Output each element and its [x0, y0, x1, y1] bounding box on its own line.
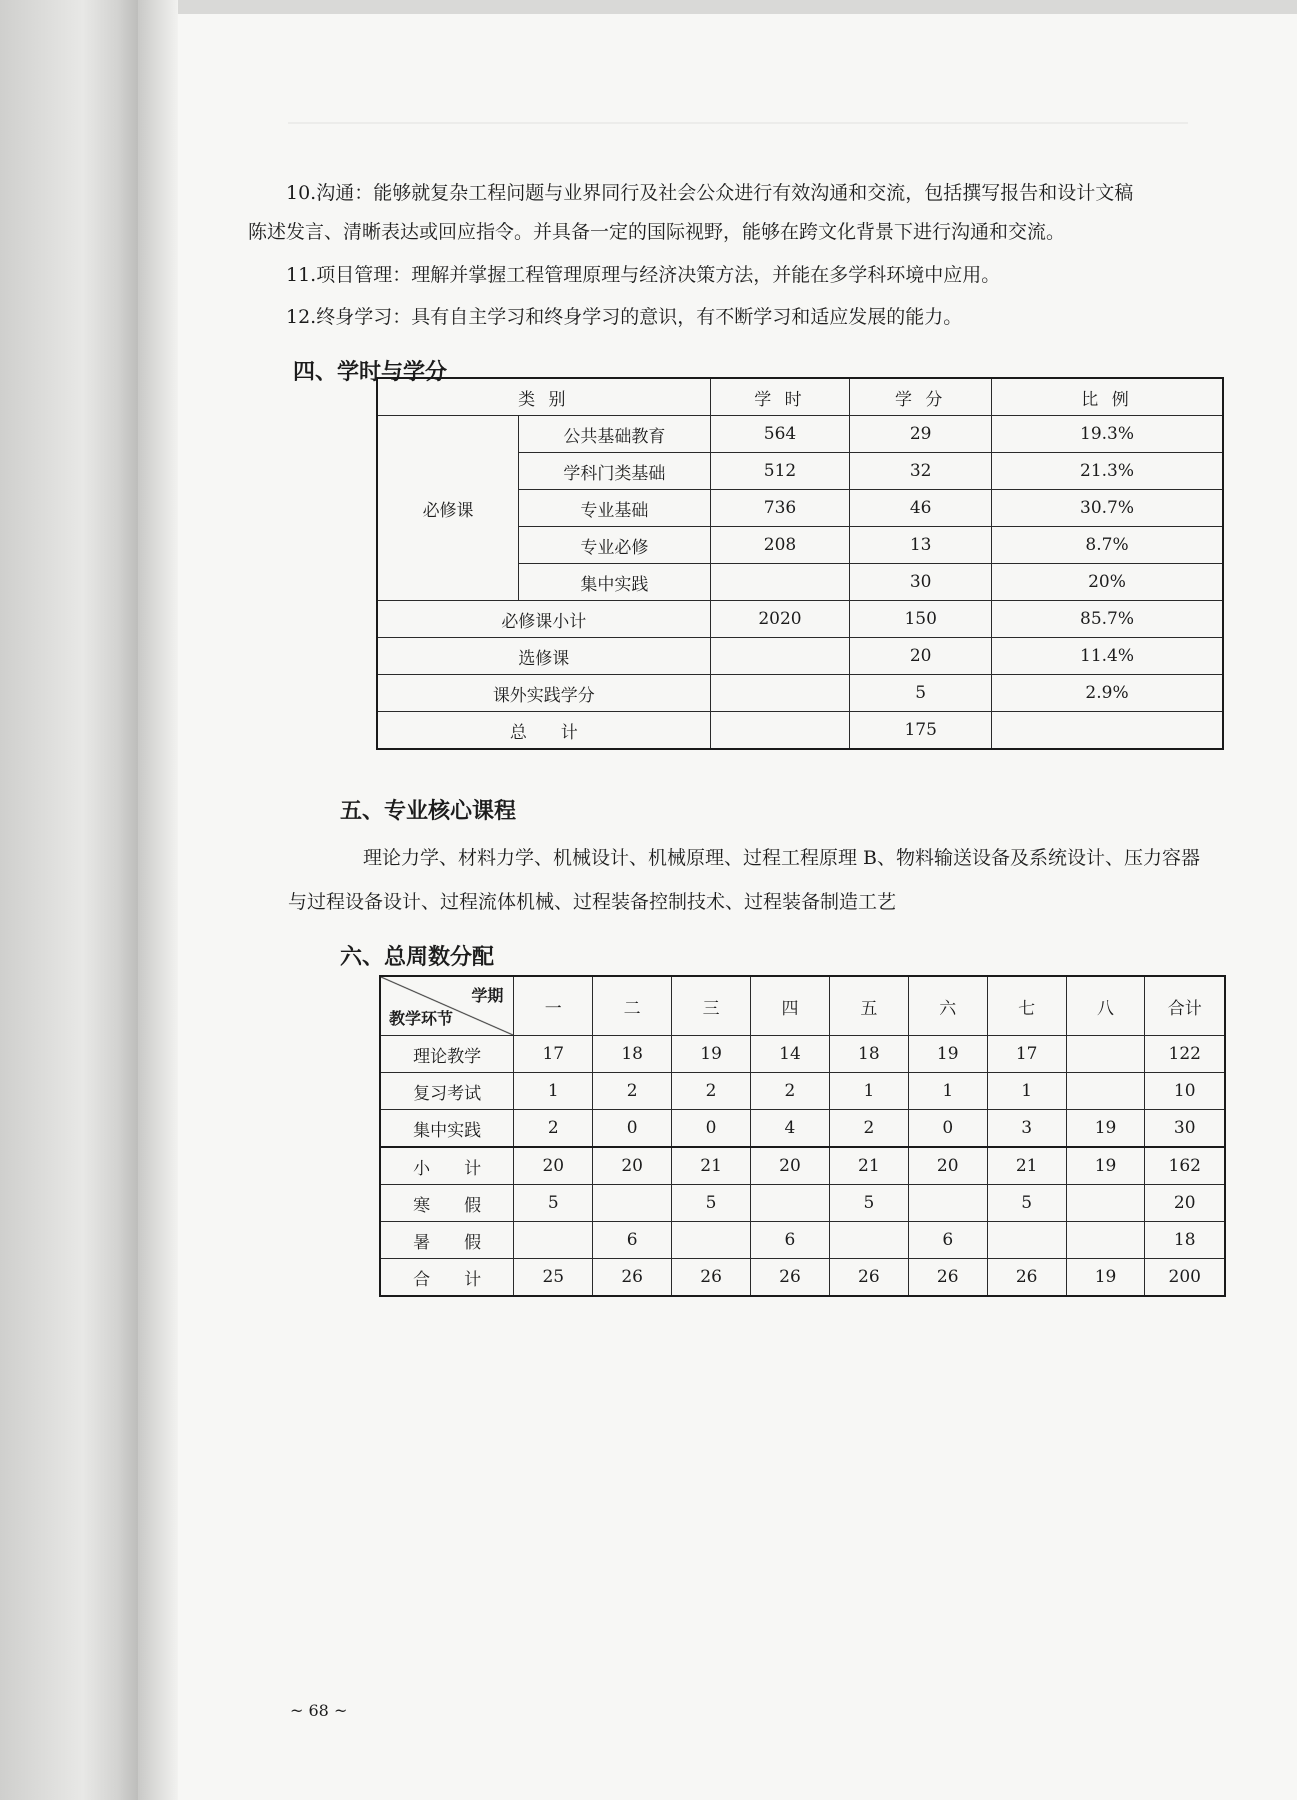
week-cell: 2	[514, 1110, 593, 1148]
semester-header: 六	[908, 976, 987, 1036]
week-cell: 19	[672, 1036, 751, 1073]
week-cell: 5	[829, 1185, 908, 1222]
core-courses-line-1: 理论力学、材料力学、机械设计、机械原理、过程工程原理 B、物料输送设备及系统设计、压力容器	[363, 847, 1201, 869]
week-cell: 21	[672, 1147, 751, 1185]
row-credits: 29	[850, 416, 992, 453]
week-cell: 200	[1145, 1259, 1225, 1297]
week-cell: 20	[593, 1147, 672, 1185]
week-cell: 4	[751, 1110, 830, 1148]
row-credits: 30	[850, 564, 992, 601]
week-cell: 2	[593, 1073, 672, 1110]
week-cell	[593, 1185, 672, 1222]
week-cell: 2	[829, 1110, 908, 1148]
row-hours: 208	[710, 527, 850, 564]
week-cell	[829, 1222, 908, 1259]
week-cell: 19	[1066, 1110, 1145, 1148]
section-5-title: 五、专业核心课程	[340, 799, 517, 824]
row-label: 集中实践	[380, 1110, 514, 1148]
week-cell: 5	[514, 1185, 593, 1222]
week-cell: 1	[829, 1073, 908, 1110]
book-gutter	[0, 0, 138, 1800]
week-cell: 20	[1145, 1185, 1225, 1222]
corner-cell	[380, 976, 514, 1036]
table-row	[380, 1036, 1225, 1073]
row-hours: 736	[710, 490, 850, 527]
week-cell: 1	[987, 1073, 1066, 1110]
table-row	[380, 1259, 1225, 1297]
week-cell: 20	[908, 1147, 987, 1185]
week-cell: 162	[1145, 1147, 1225, 1185]
required-label: 必修课	[377, 416, 519, 601]
week-cell	[1066, 1222, 1145, 1259]
section-4-title: 四、学时与学分	[293, 360, 448, 385]
week-cell	[514, 1222, 593, 1259]
table-row	[380, 1222, 1225, 1259]
week-cell: 19	[908, 1036, 987, 1073]
week-cell: 19	[1066, 1147, 1145, 1185]
week-cell: 17	[514, 1036, 593, 1073]
week-cell: 2	[751, 1073, 830, 1110]
week-cell: 26	[829, 1259, 908, 1297]
semester-header: 五	[829, 976, 908, 1036]
week-cell: 19	[1066, 1259, 1145, 1297]
row-credits: 32	[850, 453, 992, 490]
week-cell	[672, 1222, 751, 1259]
semester-header: 三	[672, 976, 751, 1036]
header-hours: 学 时	[710, 378, 850, 416]
week-cell: 2	[672, 1073, 751, 1110]
row-label: 暑 假	[380, 1222, 514, 1259]
section-6-title: 六、总周数分配	[340, 945, 495, 970]
table-row	[380, 1185, 1225, 1222]
row-ratio: 2.9%	[992, 675, 1223, 712]
week-cell	[1066, 1036, 1145, 1073]
core-courses-line-2: 与过程设备设计、过程流体机械、过程装备控制技术、过程装备制造工艺	[288, 891, 897, 913]
week-cell: 18	[829, 1036, 908, 1073]
table-row	[377, 675, 1223, 712]
week-cell	[1066, 1185, 1145, 1222]
row-name: 专业基础	[519, 490, 711, 527]
row-credits: 13	[850, 527, 992, 564]
week-cell	[987, 1222, 1066, 1259]
row-ratio: 8.7%	[992, 527, 1223, 564]
corner-teaching-label: 教学环节	[389, 1009, 454, 1028]
row-hours: 564	[710, 416, 850, 453]
week-cell: 1	[908, 1073, 987, 1110]
item-12: 12.终身学习：具有自主学习和终身学习的意识，有不断学习和适应发展的能力。	[286, 306, 963, 328]
week-cell: 0	[908, 1110, 987, 1148]
row-name: 总 计	[377, 712, 710, 750]
week-cell: 3	[987, 1110, 1066, 1148]
table-row	[380, 1110, 1225, 1148]
corner-semester-label: 学期	[471, 986, 504, 1005]
row-hours: 512	[710, 453, 850, 490]
week-cell: 6	[593, 1222, 672, 1259]
row-hours	[710, 712, 850, 750]
row-name: 课外实践学分	[377, 675, 710, 712]
week-cell: 26	[751, 1259, 830, 1297]
week-cell: 26	[593, 1259, 672, 1297]
row-label: 合 计	[380, 1259, 514, 1297]
row-credits: 150	[850, 601, 992, 638]
row-credits: 5	[850, 675, 992, 712]
row-ratio: 85.7%	[992, 601, 1223, 638]
row-credits: 46	[850, 490, 992, 527]
semester-header: 七	[987, 976, 1066, 1036]
week-cell	[908, 1185, 987, 1222]
week-cell: 6	[908, 1222, 987, 1259]
row-ratio: 11.4%	[992, 638, 1223, 675]
week-cell: 6	[751, 1222, 830, 1259]
row-name: 选修课	[377, 638, 710, 675]
table-row	[380, 1073, 1225, 1110]
item-10-line-1: 10.沟通：能够就复杂工程问题与业界同行及社会公众进行有效沟通和交流，包括撰写报告和设计文稿	[286, 182, 1134, 204]
row-hours: 2020	[710, 601, 850, 638]
row-ratio: 30.7%	[992, 490, 1223, 527]
week-cell: 122	[1145, 1036, 1225, 1073]
week-cell: 17	[987, 1036, 1066, 1073]
week-cell: 14	[751, 1036, 830, 1073]
header-ratio: 比 例	[992, 378, 1223, 416]
row-ratio	[992, 712, 1223, 750]
week-cell: 18	[1145, 1222, 1225, 1259]
semester-header: 四	[751, 976, 830, 1036]
week-cell: 5	[987, 1185, 1066, 1222]
week-cell: 21	[987, 1147, 1066, 1185]
row-name: 必修课小计	[377, 601, 710, 638]
table-row	[377, 712, 1223, 750]
week-cell: 0	[672, 1110, 751, 1148]
row-ratio: 19.3%	[992, 416, 1223, 453]
item-11: 11.项目管理：理解并掌握工程管理原理与经济决策方法，并能在多学科环境中应用。	[286, 264, 1001, 286]
week-cell: 25	[514, 1259, 593, 1297]
week-allocation-table	[379, 975, 1226, 1297]
table-row	[377, 416, 1223, 453]
total-header: 合计	[1145, 976, 1225, 1036]
row-credits: 175	[850, 712, 992, 750]
header-category: 类 别	[377, 378, 710, 416]
faded-header-rule	[288, 122, 1188, 124]
row-credits: 20	[850, 638, 992, 675]
week-cell: 10	[1145, 1073, 1225, 1110]
week-cell: 18	[593, 1036, 672, 1073]
row-name: 公共基础教育	[519, 416, 711, 453]
table-row	[380, 1147, 1225, 1185]
table-header-row	[380, 976, 1225, 1036]
page-edge	[138, 0, 178, 1800]
row-ratio: 20%	[992, 564, 1223, 601]
week-cell: 20	[751, 1147, 830, 1185]
row-hours	[710, 638, 850, 675]
week-cell: 0	[593, 1110, 672, 1148]
row-name: 专业必修	[519, 527, 711, 564]
row-hours	[710, 564, 850, 601]
week-cell: 21	[829, 1147, 908, 1185]
semester-header: 二	[593, 976, 672, 1036]
week-cell: 26	[987, 1259, 1066, 1297]
semester-header: 一	[514, 976, 593, 1036]
table-header-row	[377, 378, 1223, 416]
row-ratio: 21.3%	[992, 453, 1223, 490]
week-cell: 20	[514, 1147, 593, 1185]
row-hours	[710, 675, 850, 712]
row-label: 理论教学	[380, 1036, 514, 1073]
header-credits: 学 分	[850, 378, 992, 416]
item-10-line-2: 陈述发言、清晰表达或回应指令。并具备一定的国际视野，能够在跨文化背景下进行沟通和交流。	[248, 221, 1066, 243]
week-cell: 1	[514, 1073, 593, 1110]
hours-credits-table	[376, 377, 1224, 750]
page-number: ~ 68 ~	[290, 1701, 348, 1720]
table-row	[377, 601, 1223, 638]
week-cell: 26	[672, 1259, 751, 1297]
row-name: 集中实践	[519, 564, 711, 601]
row-label: 小 计	[380, 1147, 514, 1185]
week-cell: 30	[1145, 1110, 1225, 1148]
row-label: 复习考试	[380, 1073, 514, 1110]
week-cell: 5	[672, 1185, 751, 1222]
row-label: 寒 假	[380, 1185, 514, 1222]
semester-header: 八	[1066, 976, 1145, 1036]
week-cell	[751, 1185, 830, 1222]
week-cell	[1066, 1073, 1145, 1110]
row-name: 学科门类基础	[519, 453, 711, 490]
table-row	[377, 638, 1223, 675]
week-cell: 26	[908, 1259, 987, 1297]
